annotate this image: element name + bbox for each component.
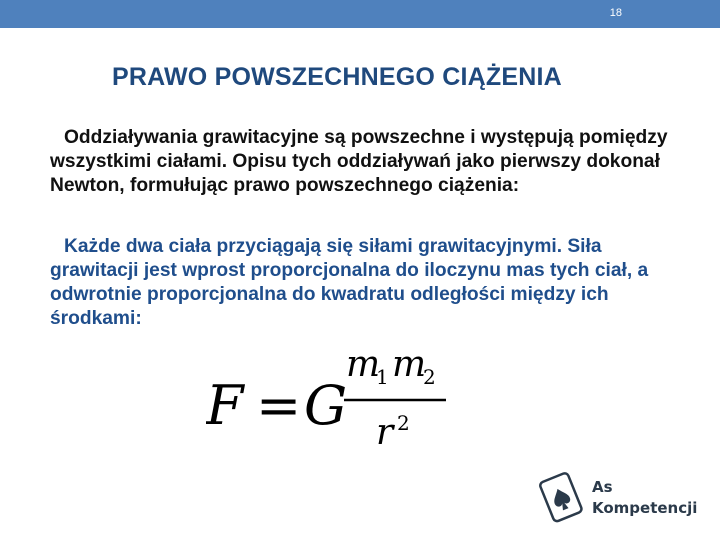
formula-m2: m <box>392 344 427 385</box>
formula-exp: 2 <box>397 411 410 435</box>
spade-card-icon <box>534 470 590 530</box>
formula-sub1: 1 <box>376 365 389 389</box>
logo <box>534 470 714 530</box>
formula-m1: m <box>346 344 381 385</box>
header-bar <box>0 0 720 28</box>
formula-G: G <box>304 374 348 437</box>
formula-r: r <box>376 412 394 453</box>
formula-equals: = <box>256 374 302 437</box>
paragraph-intro-text: Oddziaływania grawitacyjne są powszechne i występują pomiędzy wszystkimi ciałami. Opisu tych oddziaływań jako pierwszy dokonał Newton, formułując prawo powszechnego ciążenia: <box>50 127 668 196</box>
formula-F: F <box>206 374 244 437</box>
gravity-formula <box>206 340 466 460</box>
formula-sub2: 2 <box>423 365 436 389</box>
logo-line2: Kompetencji <box>592 499 698 517</box>
slide-number: 18 <box>609 7 622 19</box>
paragraph-intro <box>50 126 690 198</box>
paragraph-law-text: Każde dwa ciała przyciągają się siłami grawitacyjnymi. Siła grawitacji jest wprost proporcjonalna do iloczynu mas tych ciał, a odwrotnie proporcjonalna do kwadratu odległości między ich środkami: <box>50 236 649 329</box>
paragraph-law <box>50 235 690 331</box>
slide-title: PRAWO POWSZECHNEGO CIĄŻENIA <box>112 63 562 91</box>
logo-line1: As <box>592 478 613 496</box>
